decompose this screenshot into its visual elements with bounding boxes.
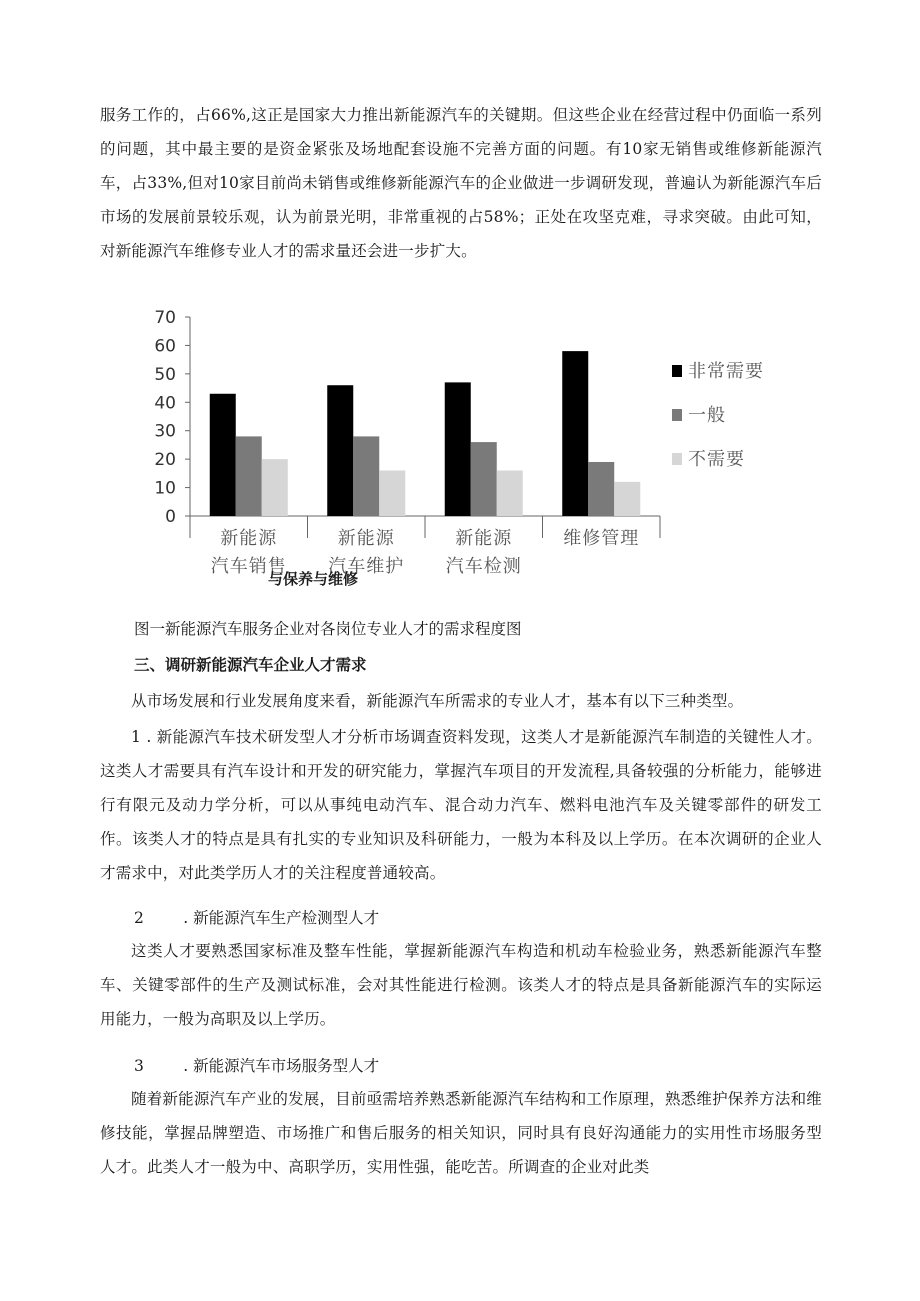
legend-label-3: 不需要	[688, 449, 745, 470]
y-tick-label: 0	[165, 507, 176, 527]
x-category-label: 汽车检测	[445, 556, 522, 575]
x-category-label: 新能源	[455, 528, 513, 549]
y-tick-label: 50	[154, 364, 176, 385]
y-tick-label: 30	[154, 421, 176, 442]
bar-1-1	[210, 394, 236, 516]
section-heading: 三、调研新能源汽车企业人才需求	[134, 655, 367, 674]
item3-heading: 3 . 新能源汽车市场服务型人才	[134, 1057, 380, 1075]
types-paragraph: 从市场发展和行业发展角度来看，新能源汽车所需求的专业人才，基本有以下三种类型。	[131, 692, 744, 710]
item1-paragraph: 1 . 新能源汽车技术研发型人才分析市场调查资料发现，这类人才是新能源汽车制造的关键性人才。这类人才需要具有汽车设计和开发的研究能力，掌握汽车项目的开发流程,具备较强的分析能力，能够进行有限元及动力学分析，可以从事纯电动汽车、混合动力汽车、燃料电池汽车及关键零部件的研发工作。该类人才的特点是具有扎实的专业知识及科研能力，一般为本科及以上学历。在本次调研的企业人才需求中，对此类学历人才的关注程度普通较高。	[100, 728, 822, 882]
bar-2-3	[471, 442, 497, 516]
legend-swatch-2	[672, 409, 682, 421]
item3-paragraph: 随着新能源汽车产业的发展，目前亟需培养熟悉新能源汽车结构和工作原理，熟悉维护保养方法和维修技能，掌握品牌塑造、市场推广和售后服务的相关知识，同时具有良好沟通能力的实用性市场服务型人才。此类人才一般为中、高职学历，实用性强，能吃苦。所调查的企业对此类	[100, 1090, 822, 1176]
y-tick-label: 70	[154, 308, 176, 328]
bar-2-1	[236, 436, 262, 516]
bar-3-3	[497, 471, 523, 516]
item2-paragraph: 这类人才要熟悉国家标准及整车性能，掌握新能源汽车构造和机动车检验业务，熟悉新能源汽车整车、关键零部件的生产及测试标准，会对其性能进行检测。该类人才的特点是具备新能源汽车的实际运用能力，一般为高职及以上学历。	[100, 942, 822, 1028]
bar-3-1	[262, 459, 288, 516]
x-category-label: 汽车维护	[328, 556, 405, 575]
bar-2-4	[588, 462, 614, 516]
bar-3-4	[614, 482, 640, 516]
bar-chart	[140, 305, 780, 575]
legend-swatch-1	[672, 365, 682, 377]
y-tick-label: 60	[154, 336, 176, 357]
intro-paragraph: 服务工作的，占66%,这正是国家大力推出新能源汽车的关键期。但这些企业在经营过程中仍面临一系列的问题，其中最主要的是资金紧张及场地配套设施不完善方面的问题。有10家无销售或维修新能源汽车，占33%,但对10家目前尚未销售或维修新能源汽车的企业做进一步调研发现，普遍认为新能源汽车后市场的发展前景较乐观，认为前景光明，非常重视的占58%；正处在攻坚克难，寻求突破。由此可知，对新能源汽车维修专业人才的需求量还会进一步扩大。	[100, 106, 822, 260]
y-tick-label: 10	[154, 478, 176, 499]
legend-swatch-3	[672, 453, 682, 465]
x-category-label: 汽车销售	[210, 556, 287, 575]
y-tick-label: 40	[154, 393, 176, 414]
legend-label-2: 一般	[688, 405, 726, 426]
bar-2-2	[353, 436, 379, 516]
item2-heading: 2 . 新能源汽车生产检测型人才	[134, 909, 380, 927]
chart-extra-label: 与保养与维修	[268, 570, 359, 588]
x-category-label: 新能源	[220, 528, 278, 549]
bar-1-2	[327, 385, 353, 516]
y-tick-label: 20	[154, 450, 176, 471]
bar-1-4	[562, 351, 588, 516]
x-category-label: 维修管理	[563, 528, 640, 549]
figure-caption: 图一新能源汽车服务企业对各岗位专业人才的需求程度图	[134, 620, 522, 638]
bar-3-2	[379, 471, 405, 516]
x-category-label: 新能源	[337, 528, 395, 549]
bar-1-3	[445, 382, 471, 516]
legend-label-1: 非常需要	[688, 361, 764, 382]
